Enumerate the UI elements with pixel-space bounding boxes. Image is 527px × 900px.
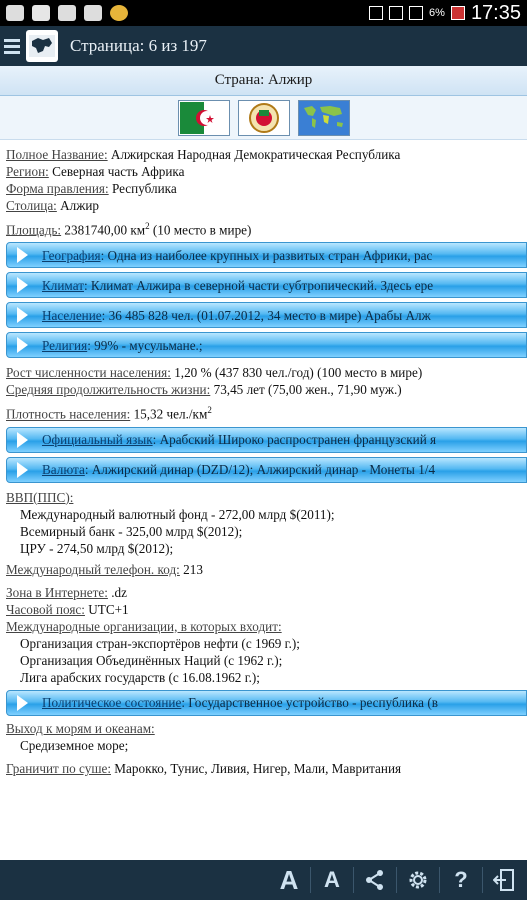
field-label: Выход к морям и океанам: bbox=[6, 720, 155, 736]
article-content[interactable] bbox=[0, 66, 527, 860]
field-value: Алжир bbox=[56, 198, 100, 213]
field-value: UTC+1 bbox=[84, 601, 129, 617]
field-label: Международные организации, в которых входит: bbox=[6, 618, 282, 634]
font-size-icon[interactable]: A bbox=[279, 864, 299, 895]
expander-label: Политическое состояние bbox=[42, 695, 182, 711]
expander-population[interactable] bbox=[6, 302, 527, 328]
field-value: Алжирская Народная Демократическая Республика bbox=[107, 147, 401, 162]
expand-arrow-icon bbox=[17, 695, 28, 711]
seas-row bbox=[6, 720, 521, 737]
help-icon[interactable]: ? bbox=[454, 867, 468, 892]
app-bar bbox=[0, 26, 527, 66]
bug-icon bbox=[110, 5, 128, 21]
borders-row bbox=[6, 760, 521, 777]
gdp-item: Международный валютный фонд - 272,00 млрд $(2011); bbox=[20, 506, 335, 522]
gdp-item: ЦРУ - 274,50 млрд $(2012); bbox=[20, 540, 174, 556]
field-value: .dz bbox=[107, 584, 127, 600]
expand-arrow-icon bbox=[17, 247, 28, 263]
usb-icon bbox=[6, 5, 24, 21]
notification-icon bbox=[58, 5, 76, 21]
field-label: Зона в Интернете: bbox=[6, 584, 108, 600]
menu-icon[interactable] bbox=[4, 39, 20, 54]
expander-text: : 36 485 828 чел. (01.07.2012, 34 место в мире) Арабы Алж bbox=[101, 307, 431, 323]
status-bar bbox=[0, 0, 527, 26]
expand-arrow-icon bbox=[17, 307, 28, 323]
mail-icon bbox=[32, 5, 50, 21]
expander-label: Валюта bbox=[42, 462, 85, 478]
flag-of-algeria-thumbnail[interactable] bbox=[178, 100, 230, 136]
expander-label: География bbox=[42, 247, 101, 263]
field-value: 15,32 чел./км bbox=[130, 406, 208, 422]
expand-arrow-icon bbox=[17, 337, 28, 353]
expander-language[interactable] bbox=[6, 427, 527, 453]
superscript: 2 bbox=[207, 405, 212, 416]
divider bbox=[396, 867, 397, 893]
expander-text: : Одна из наиболее крупных и развитых стран Африки, рас bbox=[100, 247, 433, 263]
density-row bbox=[6, 402, 521, 422]
org-item: Лига арабских государств (с 16.08.1962 г.); bbox=[20, 669, 260, 685]
share-icon[interactable] bbox=[356, 862, 394, 898]
expander-label: Население bbox=[42, 307, 102, 323]
region-row bbox=[6, 163, 521, 180]
expander-text: : Алжирский динар (DZD/12); Алжирский динар - Монеты 1/4 bbox=[84, 462, 436, 478]
bottom-toolbar bbox=[0, 860, 527, 900]
expander-text: : Государственное устройство - республика (в bbox=[181, 695, 438, 711]
divider bbox=[482, 867, 483, 893]
field-value: 2381740,00 км bbox=[61, 222, 146, 238]
field-value: Республика bbox=[108, 181, 177, 196]
field-value: 213 bbox=[179, 561, 203, 577]
expander-climate[interactable] bbox=[6, 272, 527, 298]
org-item: Организация Объединённых Наций (с 1962 г.); bbox=[20, 652, 283, 668]
field-label: Граничит по суше: bbox=[6, 760, 111, 776]
expander-politics[interactable] bbox=[6, 690, 527, 716]
field-label: Площадь: bbox=[6, 222, 62, 238]
field-label: Полное Название: bbox=[6, 147, 108, 162]
expander-text: : Климат Алжира в северной части субтропический. Здесь ере bbox=[83, 277, 434, 293]
expand-arrow-icon bbox=[17, 277, 28, 293]
signal-icon bbox=[409, 6, 423, 20]
capital-row bbox=[6, 197, 521, 214]
expander-label: Официальный язык bbox=[42, 432, 153, 448]
mute-icon bbox=[369, 6, 383, 20]
gdp-item: Всемирный банк - 325,00 млрд $(2012); bbox=[20, 523, 243, 539]
field-label: Регион: bbox=[6, 164, 49, 179]
settings-icon[interactable] bbox=[399, 862, 437, 898]
area-row bbox=[6, 218, 521, 238]
expander-label: Климат bbox=[42, 277, 84, 293]
full-name-row bbox=[6, 146, 521, 163]
sea-item: Средиземное море; bbox=[20, 737, 129, 753]
field-value: (10 место в мире) bbox=[149, 222, 252, 238]
field-label: Форма правления: bbox=[6, 181, 109, 196]
wifi-icon bbox=[389, 6, 403, 20]
field-label: Рост численности населения: bbox=[6, 365, 171, 381]
orgs-row bbox=[6, 618, 521, 635]
country-title: Страна: Алжир bbox=[0, 66, 527, 96]
coat-of-arms-thumbnail[interactable] bbox=[238, 100, 290, 136]
expand-arrow-icon bbox=[17, 462, 28, 478]
field-label: Столица: bbox=[6, 198, 57, 213]
image-thumbnails bbox=[0, 96, 527, 140]
expander-text: : Арабский Широко распространен французский я bbox=[152, 432, 437, 448]
org-item: Организация стран-экспортёров нефти (с 1969 г.); bbox=[20, 635, 300, 651]
exit-icon[interactable] bbox=[485, 862, 523, 898]
field-label: Средняя продолжительность жизни: bbox=[6, 382, 211, 398]
divider bbox=[353, 867, 354, 893]
expander-label: Религия bbox=[42, 337, 88, 353]
field-value: 1,20 % (437 830 чел./год) (100 место в мире) bbox=[170, 365, 423, 381]
field-value: 73,45 лет (75,00 жен., 71,90 муж.) bbox=[210, 382, 402, 398]
pop-growth-row bbox=[6, 364, 521, 381]
expander-geography[interactable] bbox=[6, 242, 527, 268]
gdp-row bbox=[6, 489, 521, 506]
gov-form-row bbox=[6, 180, 521, 197]
life-expectancy-row bbox=[6, 381, 521, 398]
field-label: ВВП(ППС): bbox=[6, 489, 74, 505]
phone-code-row bbox=[6, 561, 521, 578]
font-style-icon[interactable]: A bbox=[324, 867, 340, 892]
field-label: Международный телефон. код: bbox=[6, 561, 180, 577]
superscript: 2 bbox=[145, 221, 150, 231]
field-label: Плотность населения: bbox=[6, 406, 131, 422]
check-icon bbox=[84, 5, 102, 21]
world-map-thumbnail[interactable] bbox=[298, 100, 350, 136]
field-value: Северная часть Африка bbox=[48, 164, 185, 179]
clock: 17:35 bbox=[470, 1, 521, 24]
divider bbox=[439, 867, 440, 893]
page-counter: Страница: 6 из 197 bbox=[70, 36, 207, 55]
divider bbox=[310, 867, 311, 893]
battery-percent: 6% bbox=[429, 7, 445, 19]
field-label: Часовой пояс: bbox=[6, 601, 85, 617]
expander-currency[interactable] bbox=[6, 457, 527, 483]
app-logo-icon[interactable] bbox=[26, 30, 58, 62]
timezone-row bbox=[6, 601, 521, 618]
expander-religion[interactable] bbox=[6, 332, 527, 358]
field-value: Марокко, Тунис, Ливия, Нигер, Мали, Мавритания bbox=[111, 760, 402, 776]
expand-arrow-icon bbox=[17, 432, 28, 448]
expander-text: : 99% - мусульмане.; bbox=[87, 337, 203, 353]
tld-row bbox=[6, 584, 521, 601]
battery-icon bbox=[451, 6, 465, 20]
